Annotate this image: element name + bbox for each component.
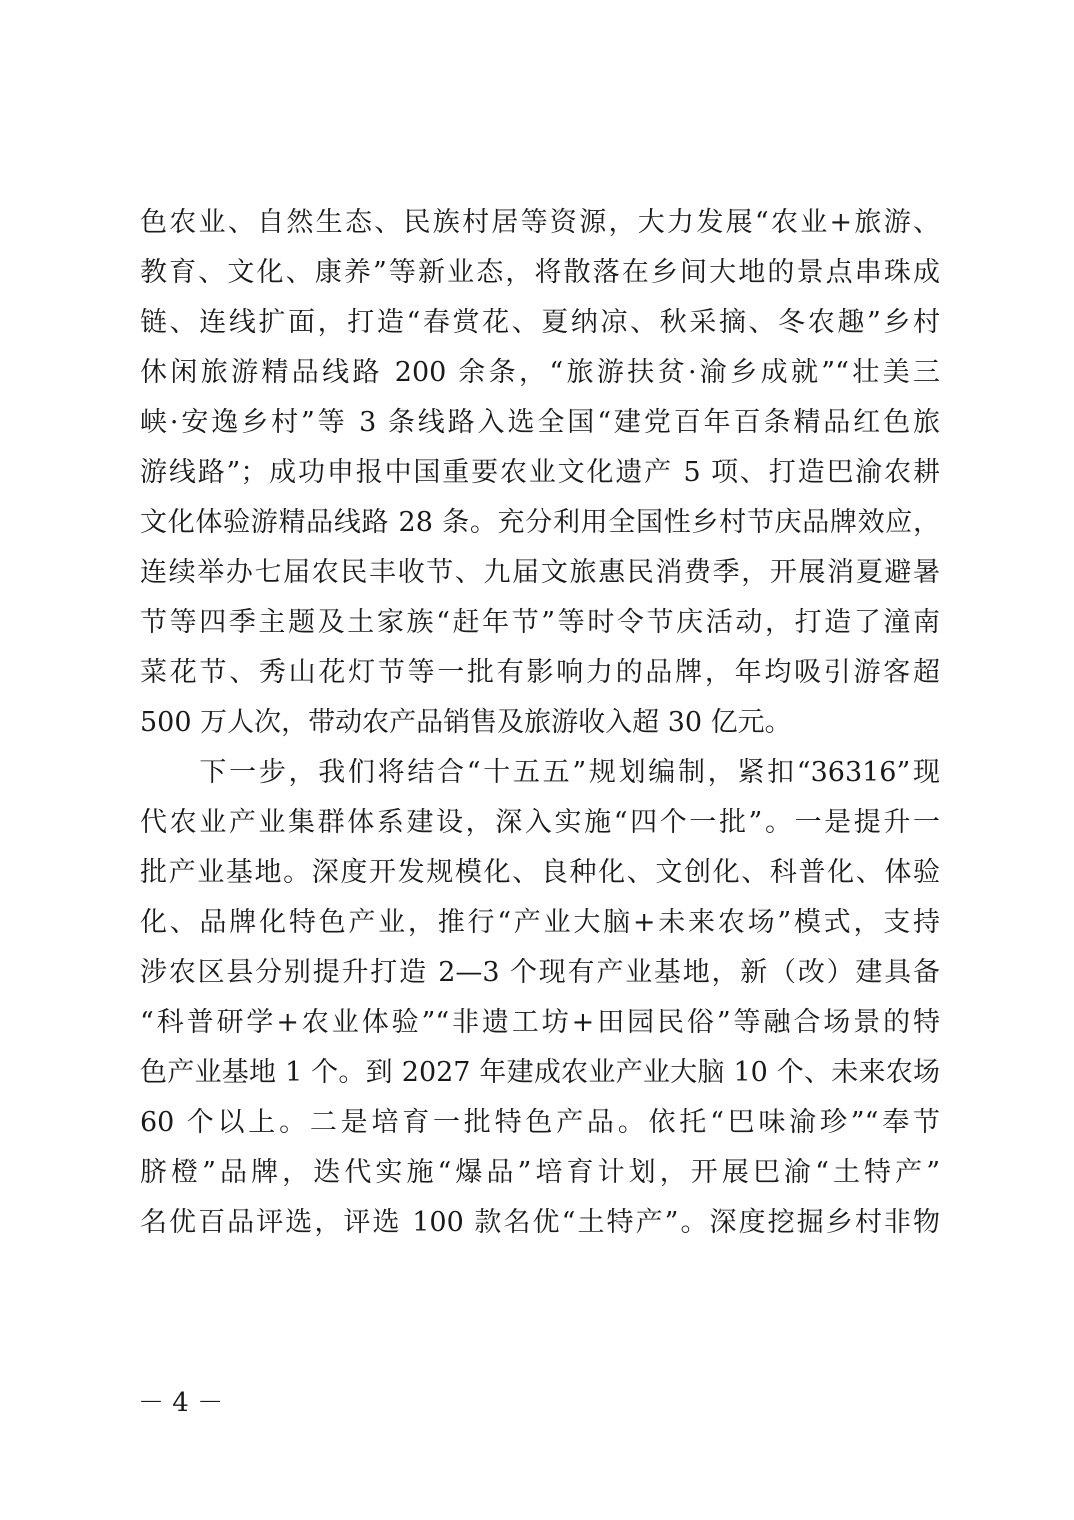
- text-line-paragraph-end: 500 万人次，带动农产品销售及旅游收入超 30 亿元。: [140, 707, 792, 738]
- text-line: 节等四季主题及土家族“赶年节”等时令节庆活动，打造了潼南: [140, 607, 940, 638]
- text-line: 批产业基地。深度开发规模化、良种化、文创化、科普化、体验: [140, 857, 940, 888]
- text-line: 涉农区县分别提升打造 2—3 个现有产业基地，新（改）建具备: [140, 957, 940, 988]
- text-line: 连续举办七届农民丰收节、九届文旅惠民消费季，开展消夏避暑: [140, 557, 940, 588]
- text-line: 链、连线扩面，打造“春赏花、夏纳凉、秋采摘、冬农趣”乡村: [140, 307, 940, 338]
- text-line: 脐橙”品牌，迭代实施“爆品”培育计划，开展巴渝“土特产”: [140, 1157, 940, 1188]
- text-line: 游线路”；成功申报中国重要农业文化遗产 5 项、打造巴渝农耕: [140, 457, 940, 488]
- text-line: 教育、文化、康养”等新业态，将散落在乡间大地的景点串珠成: [140, 257, 940, 288]
- text-line: 色产业基地 1 个。到 2027 年建成农业产业大脑 10 个、未来农场: [140, 1057, 940, 1088]
- text-line-paragraph-start: 下一步，我们将结合“十五五”规划编制，紧扣“36316”现: [140, 757, 940, 788]
- body-text: [140, 198, 940, 1248]
- text-line: 化、品牌化特色产业，推行“产业大脑+未来农场”模式，支持: [140, 907, 940, 938]
- text-line: 休闲旅游精品线路 200 余条，“旅游扶贫·渝乡成就”“壮美三: [140, 357, 940, 388]
- text-line: 色农业、自然生态、民族村居等资源，大力发展“农业+旅游、: [140, 207, 940, 238]
- text-line: “科普研学+农业体验”“非遗工坊+田园民俗”等融合场景的特: [140, 1007, 940, 1038]
- text-line: 菜花节、秀山花灯节等一批有影响力的品牌，年均吸引游客超: [140, 657, 940, 688]
- text-line: 文化体验游精品线路 28 条。充分利用全国性乡村节庆品牌效应，: [140, 507, 940, 538]
- text-line: 峡·安逸乡村”等 3 条线路入选全国“建党百年百条精品红色旅: [140, 407, 940, 438]
- text-line: 代农业产业集群体系建设，深入实施“四个一批”。一是提升一: [140, 807, 940, 838]
- text-line: 名优百品评选，评选 100 款名优“土特产”。深度挖掘乡村非物: [140, 1207, 940, 1238]
- text-line: 60 个以上。二是培育一批特色产品。依托“巴味渝珍”“奉节: [140, 1107, 940, 1138]
- page-number: － 4 －: [138, 1388, 224, 1418]
